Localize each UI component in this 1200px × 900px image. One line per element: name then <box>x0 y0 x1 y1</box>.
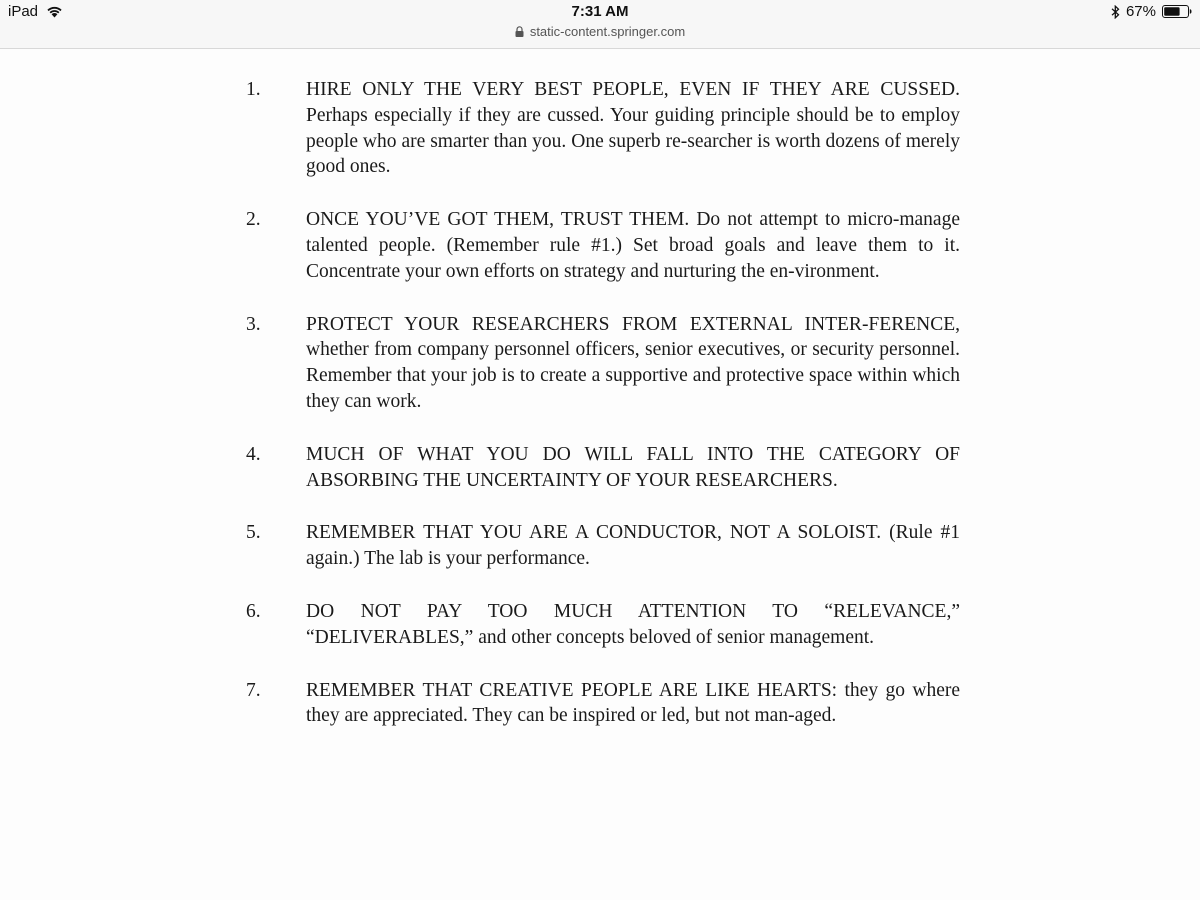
battery-icon <box>1162 5 1192 18</box>
rule-text: MUCH OF WHAT YOU DO WILL FALL INTO THE CATEGORY OF ABSORBING THE UNCERTAINTY OF YOUR RESEARCHERS. <box>306 443 960 491</box>
clock: 7:31 AM <box>571 3 629 20</box>
rule-number: 4. <box>246 443 261 465</box>
rule-number: 2. <box>246 209 261 231</box>
rule-number: 3. <box>246 313 261 335</box>
rule-text: DO NOT PAY TOO MUCH ATTENTION TO “RELEVANCE,” “DELIVERABLES,” and other concepts beloved of senior management. <box>306 600 960 648</box>
address-bar[interactable] <box>0 24 1200 39</box>
list-item <box>240 312 960 415</box>
list-item <box>240 678 960 730</box>
list-item <box>240 207 960 284</box>
list-item <box>240 77 960 180</box>
list-item <box>240 520 960 572</box>
rules-list <box>240 77 960 756</box>
url-text: static-content.springer.com <box>529 24 686 39</box>
document-page <box>0 49 1200 900</box>
device-label: iPad <box>8 3 39 20</box>
rule-text: ONCE YOU’VE GOT THEM, TRUST THEM. Do not attempt to micro-manage talented people. (Remember rule #1.) Set broad goals and leave them to it. Concentrate your own efforts on strategy and nurturing the en-vironment. <box>306 209 960 282</box>
rule-text: REMEMBER THAT YOU ARE A CONDUCTOR, NOT A SOLOIST. (Rule #1 again.) The lab is your performance. <box>306 522 960 570</box>
rule-number: 1. <box>246 79 261 100</box>
bluetooth-icon <box>1111 5 1120 19</box>
status-right <box>1111 3 1192 20</box>
rule-text: HIRE ONLY THE VERY BEST PEOPLE, EVEN IF THEY ARE CUSSED. Perhaps especially if they are cussed. Your guiding principle should be to employ people who are smarter than you. One superb re-searcher is worth dozens of merely good ones. <box>306 79 960 178</box>
battery-percent: 67% <box>1125 3 1156 20</box>
rule-number: 6. <box>246 600 261 622</box>
rule-text: PROTECT YOUR RESEARCHERS FROM EXTERNAL INTER-FERENCE, whether from company personnel officers, senior executives, or security personnel. Remember that your job is to create a supportive and protective space within which they can work. <box>306 313 960 412</box>
status-bar <box>0 0 1200 49</box>
list-item <box>240 599 960 651</box>
rule-number: 7. <box>246 679 261 701</box>
list-item <box>240 442 960 494</box>
lock-icon <box>515 26 524 37</box>
rule-text: REMEMBER THAT CREATIVE PEOPLE ARE LIKE HEARTS: they go where they are appreciated. They can be inspired or led, but not man-aged. <box>306 679 960 727</box>
rule-number: 5. <box>246 522 261 544</box>
